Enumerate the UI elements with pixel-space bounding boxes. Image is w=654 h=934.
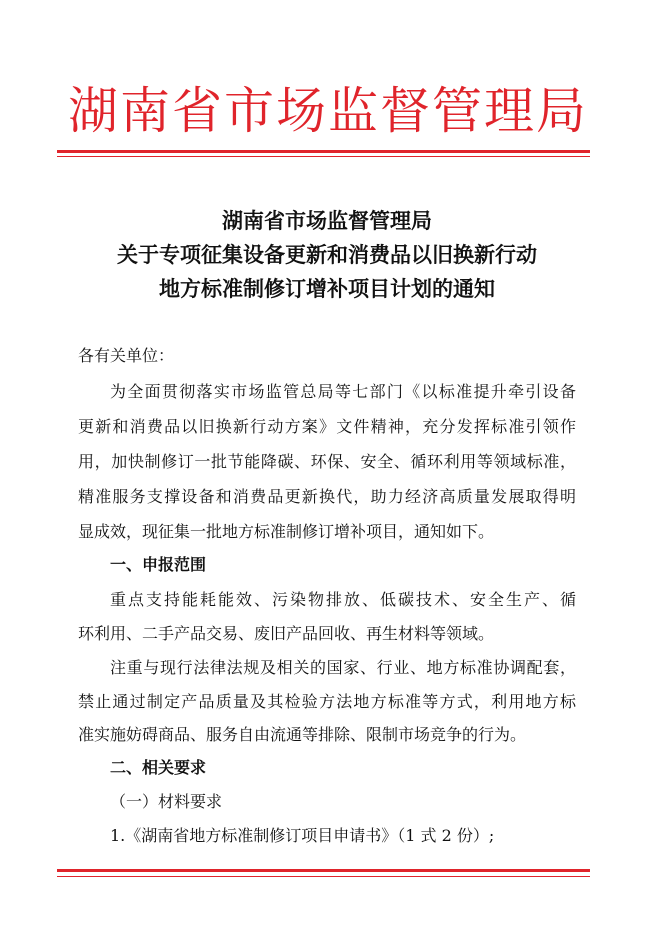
section-1-para-2-line-1: 注重与现行法律法规及相关的国家、行业、地方标准协调配套，	[110, 658, 576, 677]
intro-line-4: 精准服务支撑设备和消费品更新换代，助力经济高质量发展取得明	[78, 487, 576, 506]
notice-title-line-2: 关于专项征集设备更新和消费品以旧换新行动	[117, 242, 537, 267]
section-1-heading: 一、申报范围	[110, 555, 207, 574]
section-1-para-2-line-2: 禁止通过制定产品质量及其检验方法地方标准等方式，利用地方标	[78, 692, 576, 711]
intro-line-1: 为全面贯彻落实市场监管总局等七部门《以标准提升牵引设备	[110, 382, 576, 401]
section-1-para-1-line-1: 重点支持能耗能效、污染物排放、低碳技术、安全生产、循	[110, 590, 576, 609]
requirement-item-1: 1.《湖南省地方标准制修订项目申请书》（1 式 2 份）;	[110, 826, 495, 845]
section-1-para-1-line-2: 环利用、二手产品交易、废旧产品回收、再生材料等领域。	[78, 624, 495, 643]
masthead-org-name: 湖南省市场监督管理局	[68, 82, 588, 140]
masthead-rule-thick	[57, 150, 590, 153]
notice-title-line-1: 湖南省市场监督管理局	[222, 208, 432, 233]
section-1-para-2-line-3: 准实施妨碍商品、服务自由流通等排除、限制市场竞争的行为。	[78, 725, 527, 744]
footer-rule-thick	[57, 869, 590, 872]
intro-line-2: 更新和消费品以旧换新行动方案》文件精神，充分发挥标准引领作	[78, 417, 576, 436]
intro-line-3: 用，加快制修订一批节能降碳、环保、安全、循环利用等领域标准，	[78, 452, 576, 471]
salutation: 各有关单位：	[78, 346, 175, 365]
notice-title-line-3: 地方标准制修订增补项目计划的通知	[159, 276, 495, 301]
subsection-heading: （一）材料要求	[110, 792, 223, 811]
intro-line-5: 显成效，现征集一批地方标准制修订增补项目，通知如下。	[78, 522, 495, 541]
masthead-rule-thin	[57, 156, 590, 157]
section-2-heading: 二、相关要求	[110, 758, 207, 777]
footer-rule-thin	[57, 876, 590, 877]
